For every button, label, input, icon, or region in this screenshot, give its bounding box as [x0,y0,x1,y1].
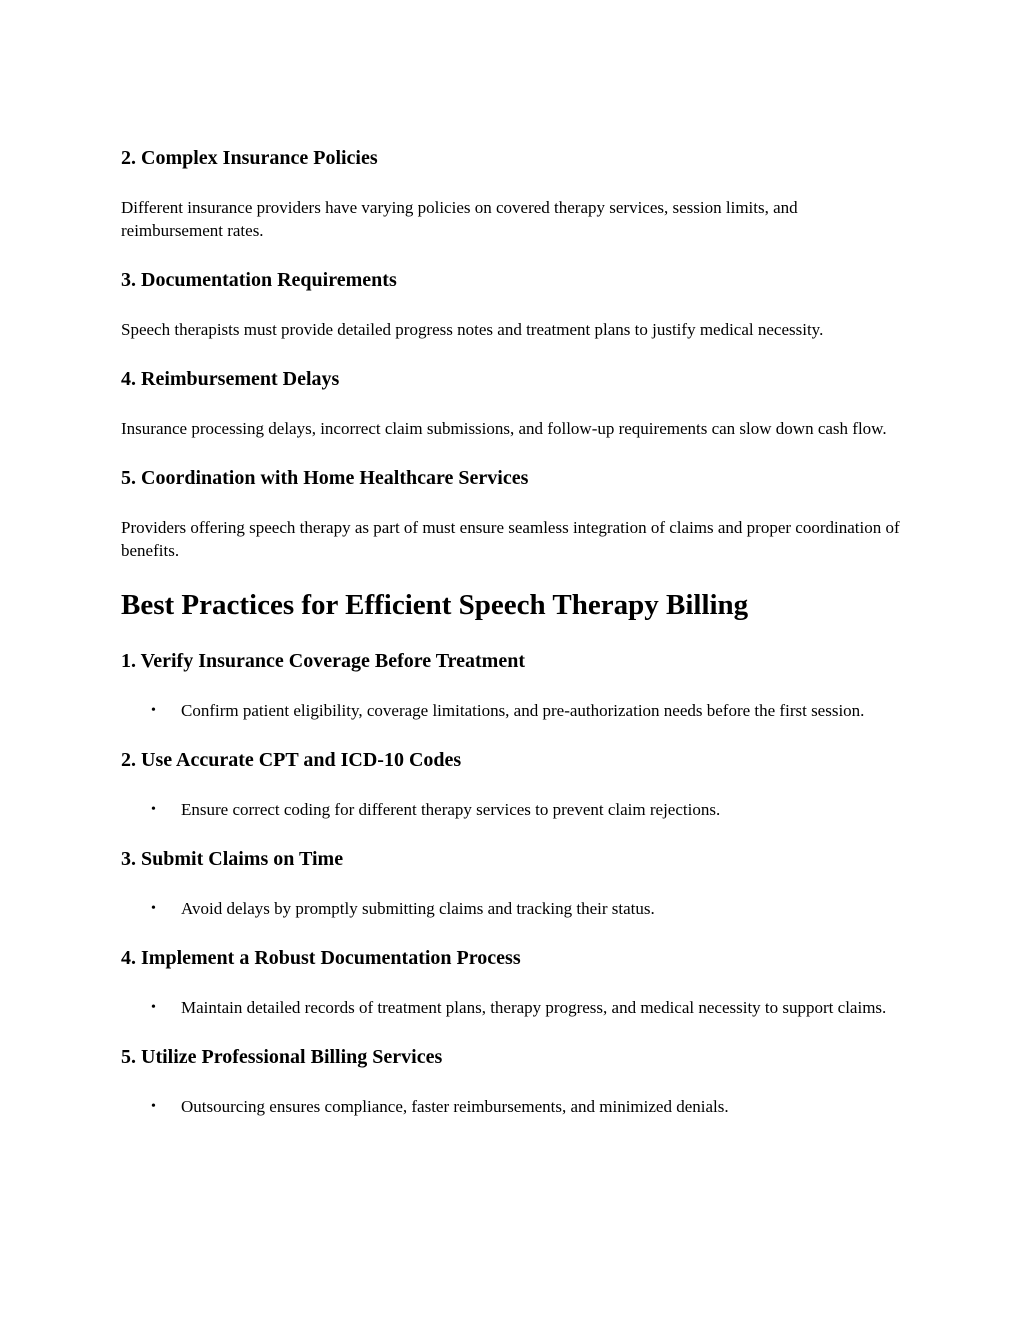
bullet-icon: • [151,1099,156,1114]
challenge-section-3 [121,366,901,440]
bullet-list [121,699,901,722]
list-item-text: Ensure correct coding for different therapy services to prevent claim rejections. [181,800,721,819]
challenge-text: Providers offering speech therapy as part of must ensure seamless integration of claims and proper coordination of benefits. [121,518,900,560]
bullet-icon: • [151,1000,156,1015]
challenge-section-4 [121,465,901,562]
list-item [151,798,901,821]
practice-section-1 [121,648,901,722]
challenge-section-2 [121,267,901,341]
practice-heading: 5. Utilize Professional Billing Services [121,1046,443,1068]
list-item-text: Confirm patient eligibility, coverage limitations, and pre-authorization needs before the first session. [181,701,865,720]
list-item-text: Outsourcing ensures compliance, faster reimbursements, and minimized denials. [181,1097,729,1116]
challenge-heading: 4. Reimbursement Delays [121,368,340,390]
list-item [151,699,901,722]
practice-section-2 [121,747,901,821]
challenge-heading: 5. Coordination with Home Healthcare Services [121,467,529,489]
challenge-text: Different insurance providers have varying policies on covered therapy services, session limits, and reimbursement rates. [121,198,798,240]
bullet-list [121,996,901,1019]
list-item [151,996,901,1019]
list-item [151,1095,901,1118]
bullet-icon: • [151,802,156,817]
challenge-text: Speech therapists must provide detailed progress notes and treatment plans to justify medical necessity. [121,320,824,339]
challenge-text: Insurance processing delays, incorrect claim submissions, and follow-up requirements can slow down cash flow. [121,419,887,438]
challenge-heading: 2. Complex Insurance Policies [121,147,378,169]
challenge-section-1 [121,145,901,242]
bullet-list [121,798,901,821]
list-item-text: Maintain detailed records of treatment plans, therapy progress, and medical necessity to support claims. [181,998,887,1017]
bullet-icon: • [151,703,156,718]
practice-section-3 [121,846,901,920]
practice-heading: 2. Use Accurate CPT and ICD-10 Codes [121,749,462,771]
practice-section-5 [121,1044,901,1118]
list-item [151,897,901,920]
bullet-list [121,1095,901,1118]
practice-heading: 3. Submit Claims on Time [121,848,344,870]
practice-heading: 4. Implement a Robust Documentation Process [121,947,521,969]
practice-section-4 [121,945,901,1019]
document-page [121,145,901,1118]
bullet-list [121,897,901,920]
bullet-icon: • [151,901,156,916]
list-item-text: Avoid delays by promptly submitting claims and tracking their status. [181,899,655,918]
practice-heading: 1. Verify Insurance Coverage Before Treatment [121,650,525,672]
challenge-heading: 3. Documentation Requirements [121,269,397,291]
section-title: Best Practices for Efficient Speech Therapy Billing [121,589,749,621]
